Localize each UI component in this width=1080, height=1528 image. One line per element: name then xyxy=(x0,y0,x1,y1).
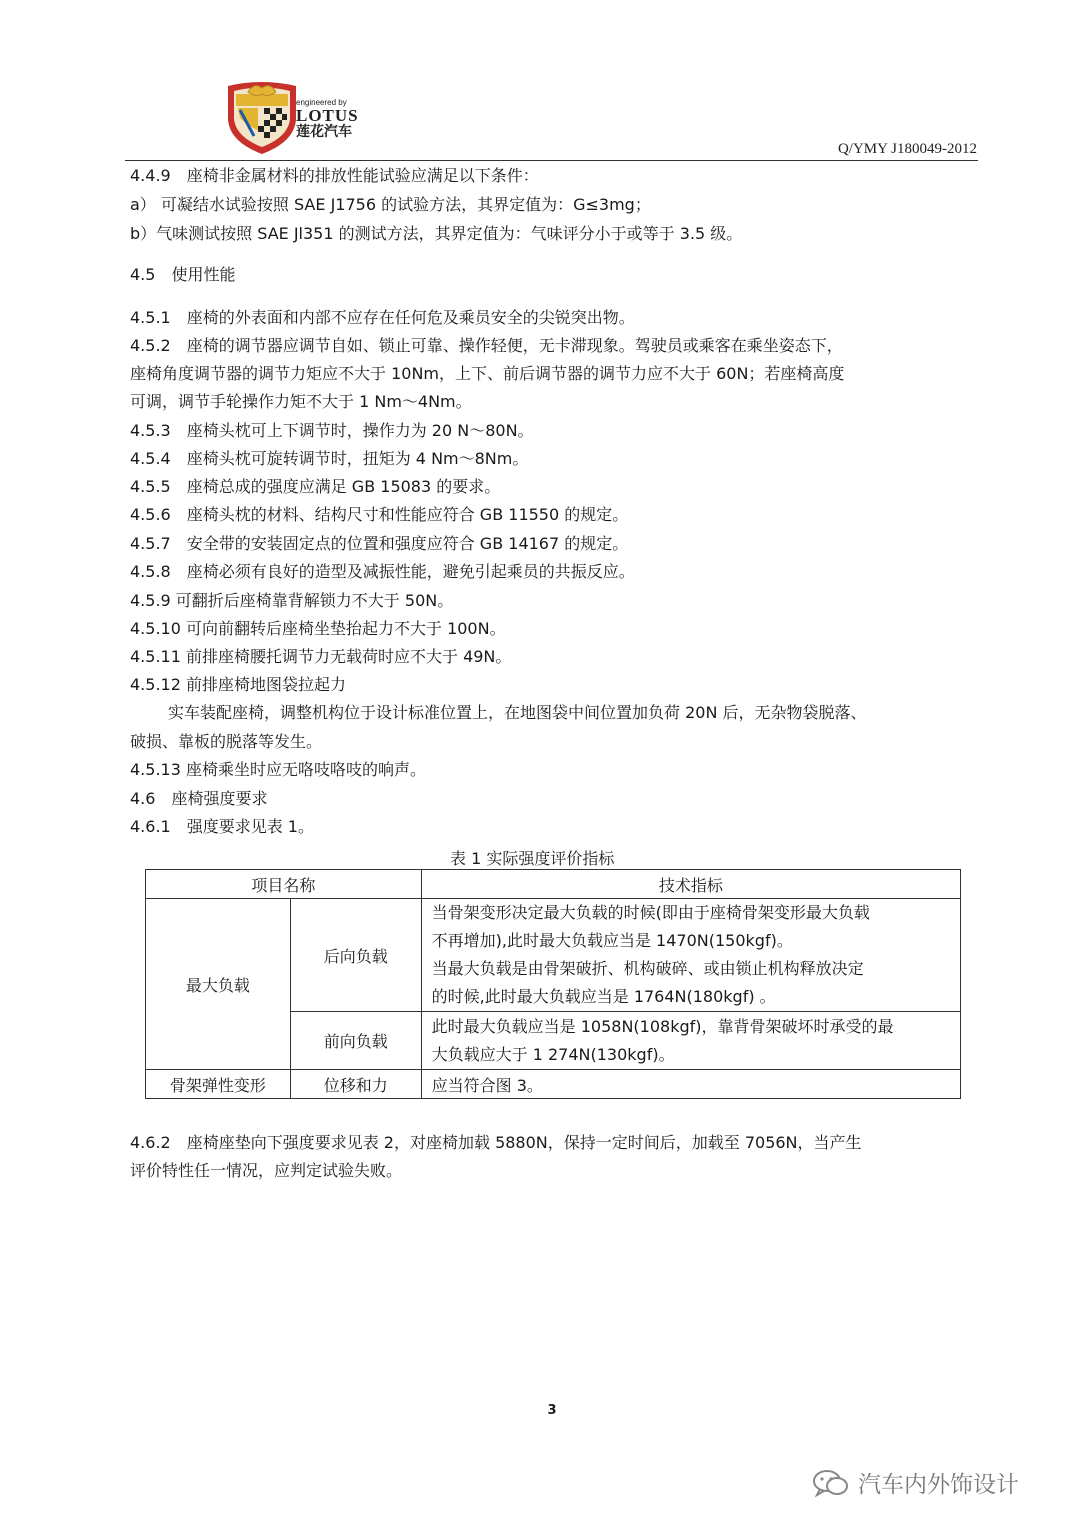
table-1 xyxy=(145,869,961,1099)
header-item-name: 项目名称 xyxy=(146,870,422,899)
rear-spec-line1: 当骨架变形决定最大负载的时候(即由于座椅骨架变形最大负载 xyxy=(431,903,870,922)
clause-4-5-10: 4.5.10 可向前翻转后座椅坐垫抬起力不大于 100N。 xyxy=(130,619,506,638)
section-4-5-heading: 4.5 使用性能 xyxy=(130,265,236,284)
header-divider xyxy=(125,160,978,161)
clause-4-5-4: 4.5.4 座椅头枕可旋转调节时，扭矩为 4 Nm～8Nm。 xyxy=(130,449,529,468)
cell-frame-deform: 骨架弹性变形 xyxy=(146,1070,291,1099)
document-number: Q/YMY J180049-2012 xyxy=(837,141,977,157)
rear-spec-line4: 的时候,此时最大负载应当是 1764N(180kgf) 。 xyxy=(431,987,776,1006)
clause-4-5-12: 4.5.12 前排座椅地图袋拉起力 xyxy=(130,675,346,694)
wechat-icon xyxy=(812,1468,850,1498)
cell-rear-load-spec xyxy=(421,899,960,1012)
watermark-text: 汽车内外饰设计 xyxy=(858,1472,1019,1498)
table-row xyxy=(146,1070,961,1099)
clause-4-5-1: 4.5.1 座椅的外表面和内部不应存在任何危及乘员安全的尖锐突出物。 xyxy=(130,308,635,327)
front-spec-line2: 大负载应大于 1 274N(130kgf)。 xyxy=(431,1044,675,1064)
logo-brand: LOTUS xyxy=(296,106,359,125)
logo-tagline: engineered by xyxy=(296,98,347,107)
clause-4-5-6: 4.5.6 座椅头枕的材料、结构尺寸和性能应符合 GB 11550 的规定。 xyxy=(130,505,629,524)
table-1-caption: 表 1 实际强度评价指标 xyxy=(450,849,615,868)
clause-4-6-2-line2: 评价特性任一情况，应判定试验失败。 xyxy=(130,1161,403,1180)
clause-4-4-9-b: b）气味测试按照 SAE Jl351 的测试方法，其界定值为：气味评分小于或等于 3.5 级。 xyxy=(130,224,743,243)
cell-displacement: 位移和力 xyxy=(290,1070,421,1099)
clause-4-5-13: 4.5.13 座椅乘坐时应无咯吱咯吱的响声。 xyxy=(130,760,426,779)
clause-4-5-9: 4.5.9 可翻折后座椅靠背解锁力不大于 50N。 xyxy=(130,591,454,610)
clause-4-5-2-line1: 4.5.2 座椅的调节器应调节自如、锁止可靠、操作轻便，无卡滞现象。驾驶员或乘客在乘坐姿态下， xyxy=(130,336,843,355)
clause-4-5-7: 4.5.7 安全带的安装固定点的位置和强度应符合 GB 14167 的规定。 xyxy=(130,534,629,553)
clause-4-5-5: 4.5.5 座椅总成的强度应满足 GB 15083 的要求。 xyxy=(130,477,501,496)
clause-4-5-3: 4.5.3 座椅头枕可上下调节时，操作力为 20 N～80N。 xyxy=(130,421,534,440)
clause-4-4-9-a: a） 可凝结水试验按照 SAE J1756 的试验方法，其界定值为：G≤3mg； xyxy=(130,195,651,214)
cell-max-load: 最大负载 xyxy=(146,899,291,1070)
clause-4-6-1: 4.6.1 强度要求见表 1。 xyxy=(130,817,314,836)
clause-4-5-12-body-line2: 破损、靠板的脱落等发生。 xyxy=(130,732,323,751)
cell-front-load-spec xyxy=(421,1012,960,1070)
clause-4-5-11: 4.5.11 前排座椅腰托调节力无载荷时应不大于 49N。 xyxy=(130,647,512,666)
clause-4-5-2-line3: 可调，调节手轮操作力矩不大于 1 Nm～4Nm。 xyxy=(130,392,472,411)
clause-4-5-8: 4.5.8 座椅必须有良好的造型及减振性能，避免引起乘员的共振反应。 xyxy=(130,562,635,581)
clause-4-6-2-line1: 4.6.2 座椅座垫向下强度要求见表 2，对座椅加载 5880N，保持一定时间后，加载至 7056N，当产生 xyxy=(130,1133,862,1152)
header-tech-spec: 技术指标 xyxy=(421,870,960,899)
page-number: 3 xyxy=(547,1403,557,1418)
section-4-6-heading: 4.6 座椅强度要求 xyxy=(130,789,268,808)
clause-4-4-9: 4.4.9 座椅非金属材料的排放性能试验应满足以下条件： xyxy=(130,166,539,185)
rear-spec-line2: 不再增加),此时最大负载应当是 1470N(150kgf)。 xyxy=(431,931,793,950)
clause-4-5-12-body-line1: 实车装配座椅，调整机构位于设计标准位置上，在地图袋中间位置加负荷 20N 后，无杂物袋脱落、 xyxy=(168,703,867,722)
table-header-row xyxy=(146,870,961,899)
logo-text xyxy=(296,98,359,140)
front-spec-line1: 此时最大负载应当是 1058N(108kgf)，靠背骨架破坏时承受的最 xyxy=(431,1016,894,1036)
cell-rear-load: 后向负载 xyxy=(290,899,421,1012)
clause-4-5-2-line2: 座椅角度调节器的调节力矩应不大于 10Nm，上下、前后调节器的调节力应不大于 60N；若座椅高度 xyxy=(130,364,845,383)
table-row xyxy=(146,899,961,1012)
watermark xyxy=(812,1466,1019,1499)
cell-displacement-spec: 应当符合图 3。 xyxy=(421,1070,960,1099)
cell-front-load: 前向负载 xyxy=(290,1012,421,1070)
rear-spec-line3: 当最大负载是由骨架破折、机构破碎、或由锁止机构释放决定 xyxy=(431,959,864,978)
logo-brand-cn: 莲花汽车 xyxy=(296,124,352,140)
